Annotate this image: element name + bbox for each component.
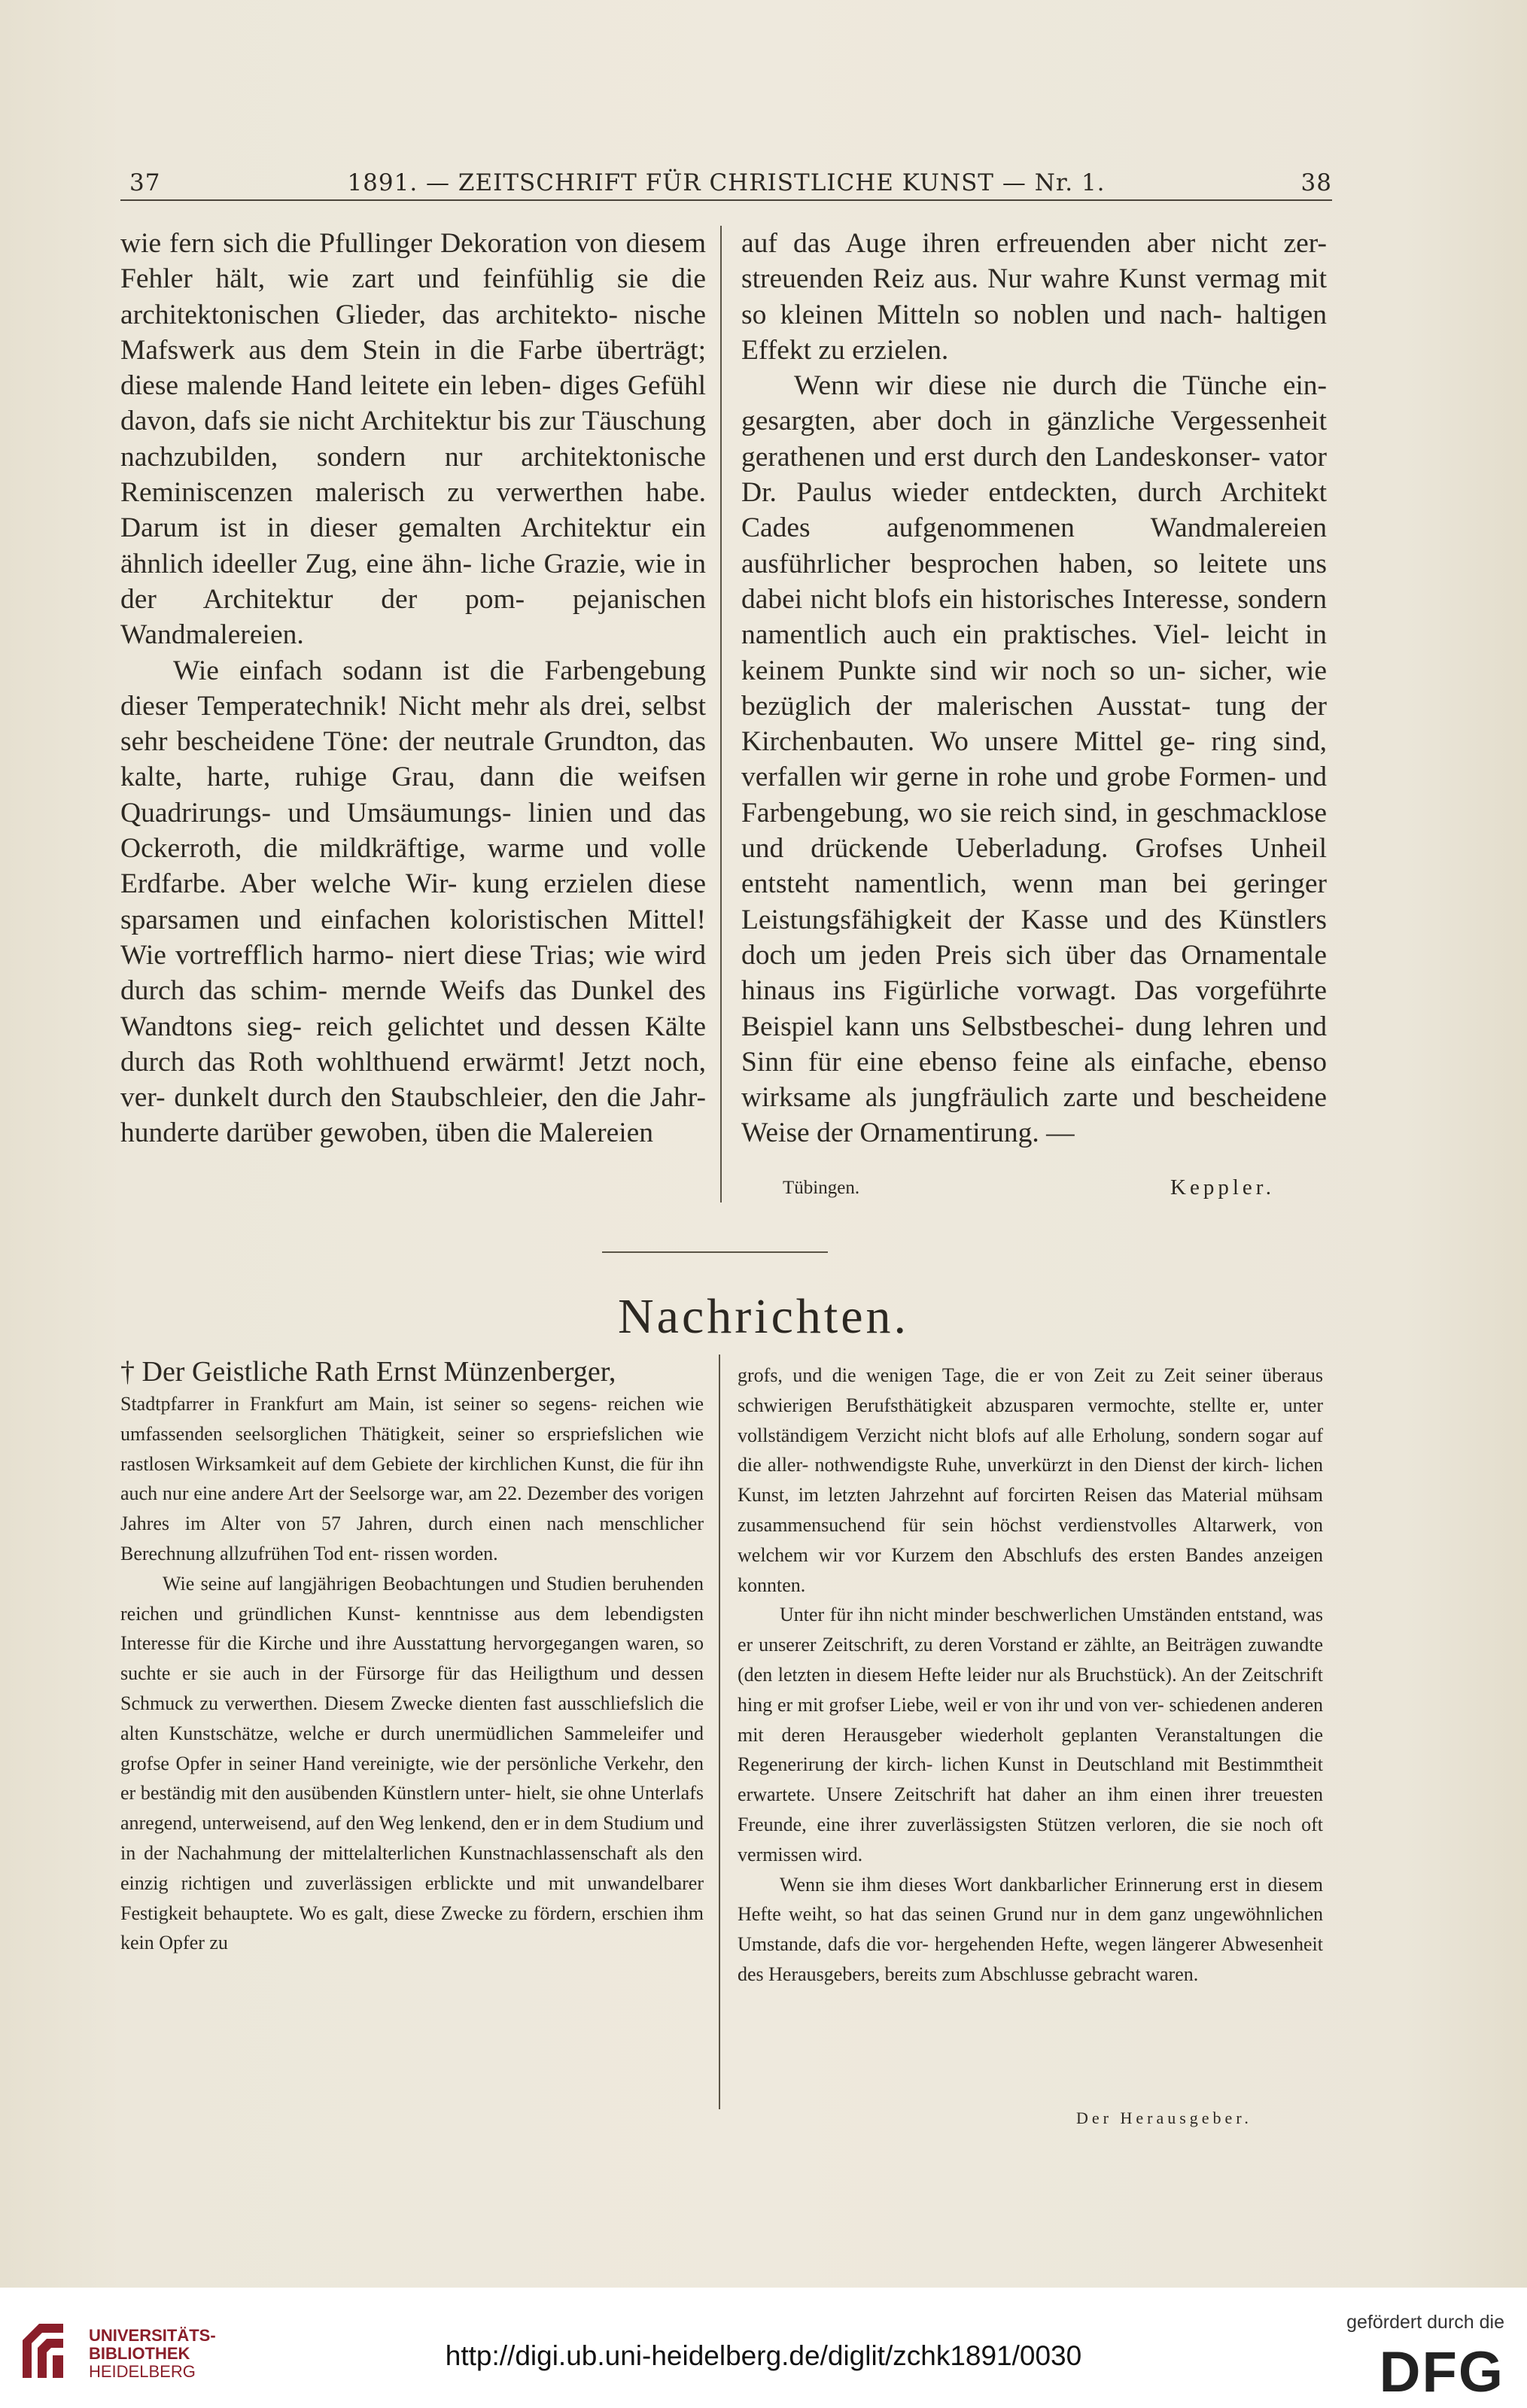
running-header — [120, 162, 1332, 201]
obituary-paragraph: Stadtpfarrer in Frankfurt am Main, ist seiner so segens- reichen wie umfassenden seelsorglichen Thätigkeit, seiner so erspriefslichen wie rastlosen Wirksamkeit auf dem Gebiete der kirchlichen Kunst, die für ihn auch nur eine andere Art der Seelsorge war, am 22. Dezember des vorigen Jahres im Alter von 57 Jahren, durch einen nach menschlicher Berechnung allzufrühen Tod ent- rissen worden. — [120, 1393, 704, 1564]
article-place: Tübingen. — [783, 1178, 860, 1198]
permalink-url[interactable]: http://digi.ub.uni-heidelberg.de/diglit/zchk1891/0030 — [445, 2340, 1082, 2371]
obituary-paragraph: Unter für ihn nicht minder beschwerlichen Umständen entstand, was er unserer Zeitschrift, zu deren Vorstand er zählte, an Beiträgen zuwandte (den letzten in diesem Hefte leider nur als Bruchstück). An der Zeitschrift hing er mit grofser Liebe, weil er von ihr und von ver- schiedenen anderen mit deren Herausgeber wiederholt geplanten Veranstaltungen die Regenerirung der kirch- lichen Kunst in Deutschland mit Bestimmtheit erwartete. Unsere Zeitschrift hat daher an ihm einen ihrer treuesten Freunde, eine ihrer zuverlässigsten Stützen verloren, die sie noch oft vermissen wird. — [738, 1604, 1323, 1865]
column-rule — [720, 226, 722, 1202]
dfg-logo: DFG — [1379, 2340, 1504, 2404]
obituary-paragraph: grofs, und die wenigen Tage, die er von Zeit zu Zeit seiner überaus schwierigen Berufsthätigkeit abzusparen vermochte, stellte er, unter vollständigem Verzicht nicht blofs auf alle Erholung, sondern sogar auf die aller- nothwendigste Ruhe, unverkürzt in den Dienst der kirch- lichen Kunst, im letzten Jahrzehnt auf forcirten Reisen das Material mühsam zusammensuchend für sein höchst verdienstvolles Altarwerk, von welchem wir vor Kurzem den Abschlufs des ersten Bandes anzeigen konnten. — [738, 1364, 1323, 1596]
section-divider — [602, 1251, 828, 1253]
article-paragraph: wie fern sich die Pfullinger Dekoration von diesem Fehler hält, wie zart und feinfühlig sie die architektonischen Glieder, das architekto- nische Mafswerk aus dem Stein in die Farbe überträgt; diese malende Hand leitete ein leben- diges Gefühl davon, dafs sie nicht Architektur bis zur Täuschung nachzubilden, sondern nur architektonische Reminiscenzen malerisch zu verwerthen habe. Darum ist in dieser gemalten Architektur ein ähnlich ideeller Zug, eine ähn- liche Grazie, wie in der Architektur der pom- pejanischen Wandmalereien. — [120, 228, 706, 651]
article-left-column — [120, 226, 706, 1151]
obituary-paragraph: Wie seine auf langjährigen Beobachtungen und Studien beruhenden reichen und gründlichen Kunst- kenntnisse aus dem lebendigsten Interesse für die Kirche und ihre Ausstattung hervorgegangen waren, so suchte er sie auch in der Fürsorge für das Heiligthum und dessen Schmuck zu verwerthen. Diesem Zwecke dienten fast ausschliefslich die alten Kunstschätze, welche er durch unermüdlichen Sammeleifer und grofse Opfer in seiner Hand vereinigte, wie der persönliche Verkehr, den er beständig mit den ausübenden Künstlern unter- hielt, sie ohne Unterlafs anregend, unterweisend, auf den Weg lenkend, den er in dem Studium und in der Nachahmung der mittelalterlichen Kunstnachlassenschaft als den einzig richtigen und zuverlässigen erblickte und mit unwandelbarer Festigkeit behauptete. Wo es galt, diese Zwecke zu fördern, erschien ihm kein Opfer zu — [120, 1572, 704, 1954]
section-title: Nachrichten. — [618, 1289, 909, 1344]
digitization-footer — [0, 2288, 1527, 2408]
column-rule — [719, 1354, 720, 2109]
obituary-signature: Der Herausgeber. — [1076, 2109, 1252, 2127]
article-paragraph: auf das Auge ihren erfreuenden aber nicht zer- streuenden Reiz aus. Nur wahre Kunst vermag mit so kleinen Mitteln so noblen und nach- haltigen Effekt zu erzielen. — [741, 228, 1327, 366]
article-right-column — [741, 226, 1327, 1151]
obituary-right-column — [738, 1361, 1323, 1990]
article-paragraph: Wenn wir diese nie durch die Tünche ein- gesargten, aber doch in gänzliche Vergessenheit gerathenen und erst durch den Landeskonser- vator Dr. Paulus wieder entdeckten, durch Architekt Cades aufgenommenen Wandmalereien ausführlicher besprochen haben, so leitete uns dabei nicht blofs ein historisches Interesse, sondern namentlich auch ein praktisches. Viel- leicht in keinem Punkte sind wir noch so un- sicher, wie bezüglich der malerischen Ausstat- tung der Kirchenbauten. Wo unsere Mittel ge- ring sind, verfallen wir gerne in rohe und grobe Formen- und Farbengebung, wo sie reich sind, in geschmacklose und drückende Ueberladung. Grofses Unheil entsteht namentlich, wenn man bei geringer Leistungsfähigkeit der Kasse und des Künstlers doch um jeden Preis sich über das Ornamentale hinaus ins Figürliche vorwagt. Das vorgeführte Beispiel kann uns Selbstbeschei- dung lehren und Sinn für eine ebenso feine als einfache, ebenso wirksame als jungfräulich zarte und bescheidene Weise der Ornamentirung. — — [741, 370, 1327, 1149]
library-name-line: UNIVERSITÄTS- — [89, 2326, 216, 2345]
page-number-right: 38 — [1300, 169, 1332, 196]
library-name-line: BIBLIOTHEK — [89, 2344, 190, 2363]
obituary-paragraph: Wenn sie ihm dieses Wort dankbarlicher Erinnerung erst in diesem Hefte weiht, so hat das seinen Grund nur in dem ganz ungewöhnlichen Umstande, dafs die vor- hergehenden Hefte, wegen längerer Abwesenheit des Herausgebers, bereits zum Abschlusse gebracht waren. — [738, 1873, 1323, 1985]
journal-title: 1891. — ZEITSCHRIFT FÜR CHRISTLICHE KUNST — Nr. 1. — [347, 169, 1106, 196]
article-paragraph: Wie einfach sodann ist die Farbengebung dieser Temperatechnik! Nicht mehr als drei, selbst sehr bescheidene Töne: der neutrale Grundton, das kalte, harte, ruhige Grau, dann die weifsen Quadrirungs- und Umsäumungs- linien und das Ockerroth, die mildkräftige, warme und volle Erdfarbe. Aber welche Wir- kung erzielen diese sparsamen und einfachen koloristischen Mittel! Wie vortrefflich harmo- niert diese Trias; wie wird durch das schim- mernde Weifs das Dunkel des Wandtons sieg- reich gelichtet und dessen Kälte durch das Roth wohlthuend erwärmt! Jetzt noch, ver- dunkelt durch den Staubschleier, den die Jahr- hunderte darüber gewoben, üben die Malereien — [120, 655, 706, 1149]
obituary-left-column — [120, 1354, 704, 1958]
funding-caption: gefördert durch die — [1346, 2312, 1504, 2333]
library-name-line: HEIDELBERG — [89, 2362, 196, 2381]
obituary-name: † Der Geistliche Rath Ernst Münzenberger, — [120, 1356, 616, 1388]
page-number-left: 37 — [129, 169, 161, 196]
article-author: Keppler. — [1170, 1175, 1276, 1199]
